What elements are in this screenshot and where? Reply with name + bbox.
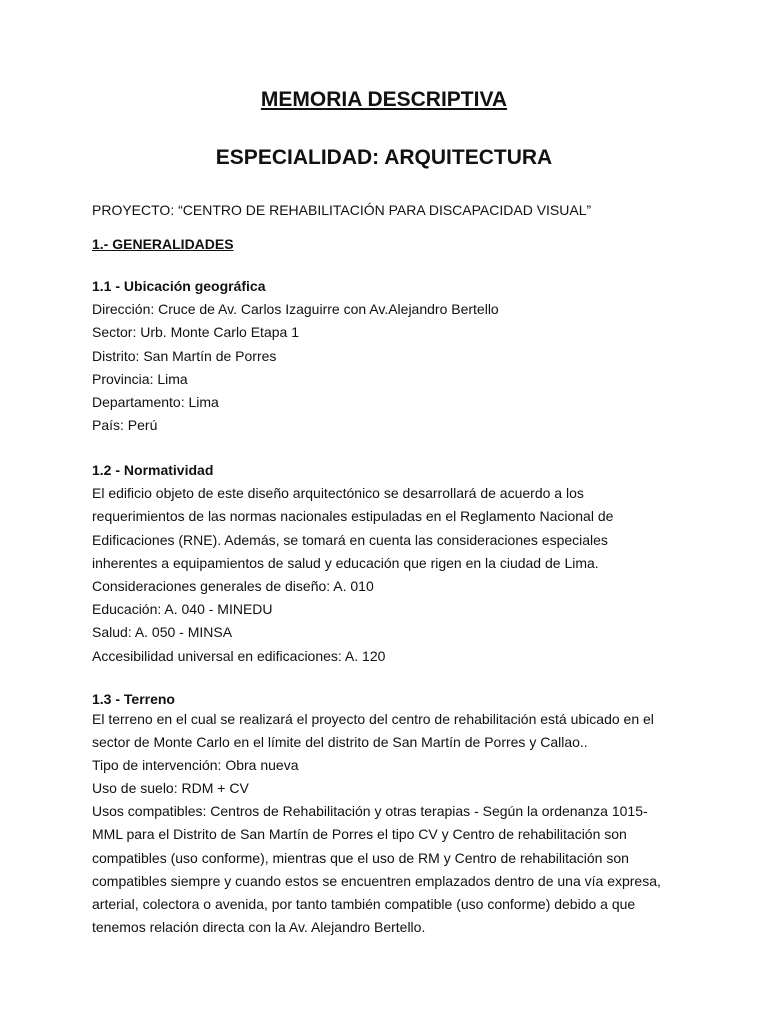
text-line: arterial, colectora o avenida, por tanto también compatible (uso conforme) debido a que — [92, 895, 636, 912]
text-line: inherentes a equipamientos de salud y educación que rigen en la ciudad de Lima. — [92, 554, 599, 571]
section-generalidades — [92, 233, 682, 256]
section-heading: 1.- GENERALIDADES — [92, 236, 234, 252]
text-line: Tipo de intervención: Obra nueva — [92, 757, 299, 774]
subsection-heading: 1.2 - Normatividad — [92, 462, 214, 478]
text-line: sector de Monte Carlo en el límite del distrito de San Martín de Porres y Callao.. — [92, 734, 588, 751]
text-line: Departamento: Lima — [92, 394, 219, 411]
project-name: PROYECTO: “CENTRO DE REHABILITACIÓN PARA DISCAPACIDAD VISUAL” — [92, 202, 592, 218]
document-title: MEMORIA DESCRIPTIVA — [260, 88, 508, 111]
text-line: Educación: A. 040 - MINEDU — [92, 601, 273, 618]
text-line: requerimientos de las normas nacionales estipuladas en el Reglamento Nacional de — [92, 508, 614, 525]
text-line: Consideraciones generales de diseño: A. 010 — [92, 578, 374, 595]
text-line: Dirección: Cruce de Av. Carlos Izaguirre con Av.Alejandro Bertello — [92, 301, 499, 318]
text-line: compatibles (uso conforme), mientras que el uso de RM y Centro de rehabilitación son — [92, 849, 629, 866]
text-line: tenemos relación directa con la Av. Alejandro Bertello. — [92, 918, 426, 935]
section-normatividad — [92, 459, 682, 668]
text-line: Usos compatibles: Centros de Rehabilitación y otras terapias - Según la ordenanza 1015- — [92, 803, 648, 820]
section-terreno — [92, 690, 682, 939]
text-line: Accesibilidad universal en edificaciones: A. 120 — [92, 647, 386, 664]
text-line: País: Perú — [92, 417, 158, 434]
text-line: Edificaciones (RNE). Además, se tomará en cuenta las consideraciones especiales — [92, 531, 608, 548]
text-line: Provincia: Lima — [92, 370, 188, 387]
subsection-heading: 1.1 - Ubicación geográfica — [92, 278, 266, 294]
text-line: Uso de suelo: RDM + CV — [92, 780, 249, 797]
text-line: MML para el Distrito de San Martín de Porres el tipo CV y Centro de rehabilitación son — [92, 826, 627, 843]
subsection-heading: 1.3 - Terreno — [92, 691, 175, 707]
text-line: Distrito: San Martín de Porres — [92, 347, 277, 364]
section-ubicacion — [92, 275, 682, 437]
document-subtitle: ESPECIALIDAD: ARQUITECTURA — [215, 146, 553, 169]
text-line: Sector: Urb. Monte Carlo Etapa 1 — [92, 324, 299, 341]
text-line: Salud: A. 050 - MINSA — [92, 624, 233, 641]
text-line: El terreno en el cual se realizará el proyecto del centro de rehabilitación está ubicado en el — [92, 711, 654, 727]
project-line — [92, 199, 682, 222]
text-line: compatibles siempre y cuando estos se encuentren emplazados dentro de una vía expresa, — [92, 872, 661, 889]
text-line: El edificio objeto de este diseño arquitectónico se desarrollará de acuerdo a los — [92, 485, 584, 502]
